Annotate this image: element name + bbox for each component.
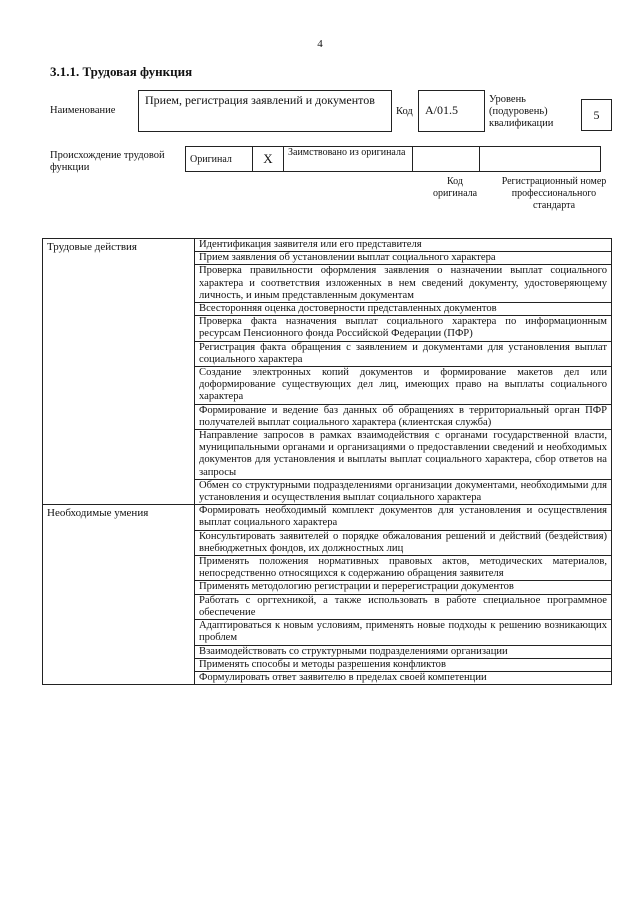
function-code-box: А/01.5 (418, 90, 485, 132)
item-cell: Формирование и ведение баз данных об обращениях в территориальный орган ПФР получателей выплат социального характера (клиентская служба) (195, 404, 612, 429)
page-number: 4 (317, 38, 323, 50)
item-cell: Всесторонняя оценка достоверности представленных документов (195, 303, 612, 316)
function-name-box: Прием, регистрация заявлений и документов (138, 90, 392, 132)
item-cell: Направление запросов в рамках взаимодействия с органами государственной власти, муниципальными органами и организациями о предоставлении сведений и необходимых документов для установления и выплаты выплат социального характера, сбор ответов на запросы (195, 430, 612, 480)
item-cell: Прием заявления об установлении выплат социального характера (195, 252, 612, 265)
section-title: 3.1.1. Трудовая функция (50, 64, 193, 79)
original-code-cell (413, 147, 480, 172)
item-cell: Проверка факта назначения выплат социального характера по информационным ресурсам Пенсионного фонда Российской Федерации (ПФР) (195, 316, 612, 341)
item-cell: Консультировать заявителей о порядке обжалования решений и действий (бездействия) внебюджетных фондов, их должностных лиц (195, 530, 612, 555)
item-cell: Формулировать ответ заявителю в пределах своей компетенции (195, 671, 612, 684)
item-cell: Применять положения нормативных правовых актов, методических материалов, непосредственно относящихся к содержанию обращения заявителя (195, 556, 612, 581)
item-cell: Проверка правильности оформления заявления о назначении выплат социального характера и соответствия изложенных в нем сведений документу, удостоверяющему личность, и иным представленным документам (195, 265, 612, 303)
table-row (43, 239, 612, 252)
item-cell: Создание электронных копий документов и формирование макетов дел или доформирование существующих дел лиц, имеющих право на выплаты социального характера (195, 367, 612, 405)
category-cell: Необходимые умения (43, 505, 195, 685)
item-cell: Работать с оргтехникой, а также использовать в работе специальное программное обеспечение (195, 594, 612, 619)
qualification-level-box: 5 (581, 99, 612, 131)
origin-table (185, 146, 601, 172)
item-cell: Идентификация заявителя или его представителя (195, 239, 612, 252)
item-cell: Обмен со структурными подразделениями организации документами, необходимыми для установления и осуществления выплат социального характера (195, 479, 612, 504)
item-cell: Адаптироваться к новым условиям, применять новые подходы к решению возникающих проблем (195, 620, 612, 645)
item-cell: Применять способы и методы разрешения конфликтов (195, 658, 612, 671)
item-cell: Регистрация факта обращения с заявлением и документами для установления выплат социального характера (195, 341, 612, 366)
reg-caption: Регистрационный номер профессионального стандарта (501, 176, 607, 211)
item-cell: Формировать необходимый комплект документов для установления и осуществления выплат социального характера (195, 505, 612, 530)
original-label: Оригинал (186, 147, 253, 172)
table-row (43, 505, 612, 530)
origin-label: Происхождение трудовой функции (50, 150, 165, 173)
name-label: Наименование (50, 105, 116, 116)
item-cell: Взаимодействовать со структурными подразделениями организации (195, 645, 612, 658)
code-label: Код (396, 106, 413, 117)
borrowed-label: Заимствовано из оригинала (284, 147, 413, 172)
level-label: Уровень (подуровень) квалификации (489, 94, 554, 129)
category-cell: Трудовые действия (43, 239, 195, 505)
item-cell: Применять методологию регистрации и перерегистрации документов (195, 581, 612, 594)
reg-number-cell (480, 147, 601, 172)
competency-table (42, 238, 612, 685)
code-caption: Код оригинала (432, 176, 478, 199)
original-mark: X (253, 147, 284, 172)
